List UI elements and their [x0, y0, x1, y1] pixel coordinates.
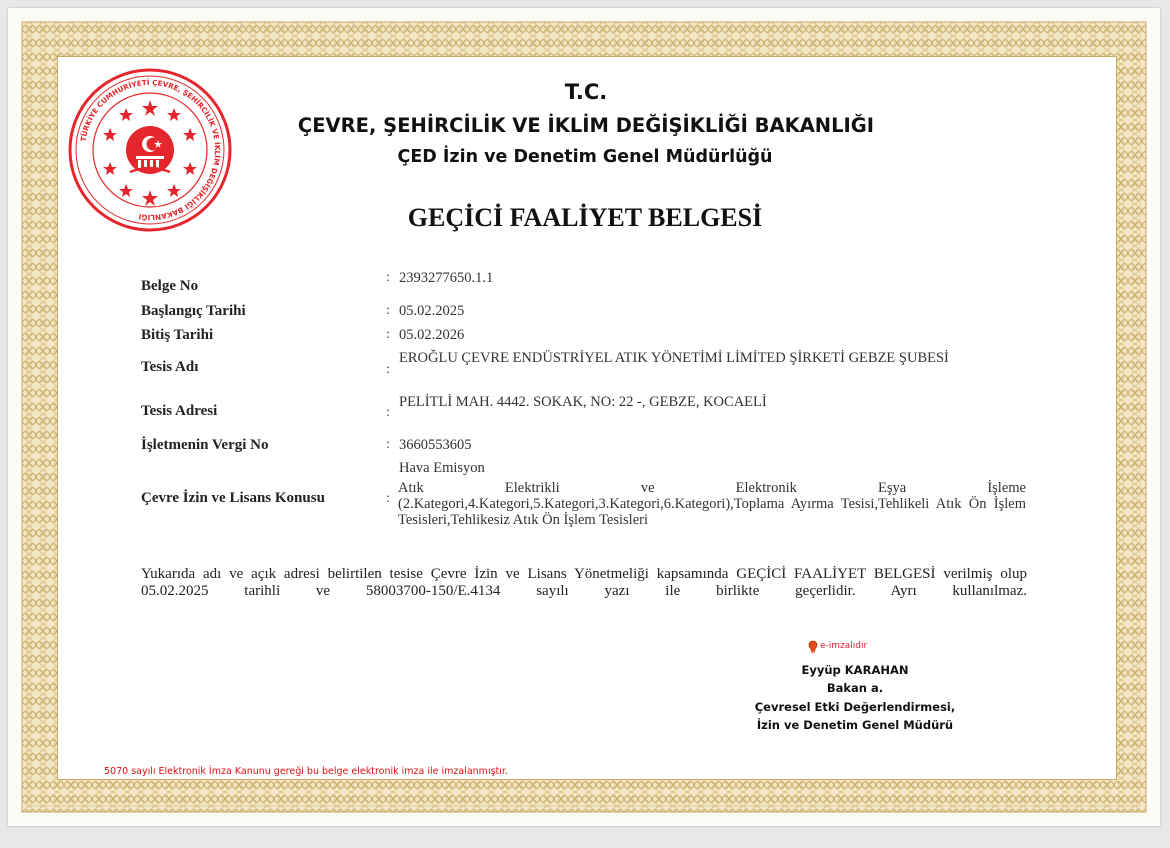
tesis-adresi-value: PELİTLİ MAH. 4442. SOKAK, NO: 22 -, GEBZE, KOCAELİ: [399, 394, 767, 410]
e-signature-law-note: 5070 sayılı Elektronik İmza Kanunu gereği bu belge elektronik imza ile imzalanmıştır.: [104, 766, 508, 777]
vergi-no-value: 3660553605: [399, 437, 472, 453]
header-ministry: ÇEVRE, ŞEHİRCİLİK VE İKLİM DEĞİŞİKLİĞİ BAKANLIĞI: [297, 114, 875, 137]
validity-paragraph: [141, 566, 1027, 600]
tesis-adresi-label: Tesis Adresi: [141, 403, 218, 419]
bitis-label: Bitiş Tarihi: [141, 327, 214, 343]
tesis-adresi-colon: :: [386, 405, 390, 420]
vergi-no-colon: :: [386, 437, 390, 452]
header-department: ÇED İzin ve Denetim Genel Müdürlüğü: [397, 147, 773, 167]
bitis-colon: :: [386, 327, 390, 342]
document-title: GEÇİCİ FAALİYET BELGESİ: [407, 203, 763, 232]
belge-no-value: 2393277650.1.1: [399, 270, 494, 286]
konu-colon: :: [386, 491, 390, 506]
bitis-value: 05.02.2026: [399, 327, 465, 343]
tesis-adi-colon: :: [386, 362, 390, 377]
signer-title-line1: Çevresel Etki Değerlendirmesi,: [754, 700, 956, 714]
ministry-seal-logo: [66, 66, 234, 234]
e-signature-ribbon-icon: [808, 640, 818, 654]
header-tc: T.C.: [564, 80, 608, 104]
belge-no-colon: :: [386, 270, 390, 285]
tesis-adi-value: EROĞLU ÇEVRE ENDÜSTRİYEL ATIK YÖNETİMİ LİMİTED ŞİRKETİ GEBZE ŞUBESİ: [399, 350, 949, 366]
konu-line2: Atık Elektrikli ve Elektronik Eşya İşleme (2.Kategori,4.Kategori,5.Kategori,3.Kategori,6.Kategori),Toplama Ayırma Tesisi,Tehlikeli Atık Ön İşlem Tesisleri,Tehlikesiz Atık Ön İşlem Tesisleri: [398, 480, 1026, 528]
signer-on-behalf: Bakan a.: [826, 681, 884, 695]
e-signature-badge: e-imzalıdır: [820, 641, 868, 651]
konu-label: Çevre İzin ve Lisans Konusu: [141, 490, 325, 506]
konu-line1: Hava Emisyon: [399, 460, 485, 476]
svg-text:TÜRKİYE CUMHURİYETİ ÇEVRE, ŞEH: TÜRKİYE CUMHURİYETİ ÇEVRE, ŞEHİRCİLİK VE İKLİM DEĞİŞİKLİĞİ BAKANLIĞI: [78, 77, 223, 223]
baslangic-colon: :: [386, 303, 390, 318]
paragraph-line1: Yukarıda adı ve açık adresi belirtilen tesise Çevre İzin ve Lisans Yönetmeliği kapsamında GEÇİCİ FAALİYET BELGESİ verilmiş: [141, 566, 993, 582]
belge-no-label: Belge No: [141, 278, 199, 294]
signer-name: Eyyüp KARAHAN: [801, 663, 909, 677]
baslangic-value: 05.02.2025: [399, 303, 465, 319]
baslangic-label: Başlangıç Tarihi: [141, 303, 246, 319]
tesis-adi-label: Tesis Adı: [141, 359, 199, 375]
paragraph-line2: olup 05.02.2025 tarihli ve 58003700-150/E.4134 sayılı yazı ile birlikte geçerlidir. Ayrı kullanılmaz.: [141, 566, 1027, 599]
vergi-no-label: İşletmenin Vergi No: [141, 437, 269, 453]
signer-title-line2: İzin ve Denetim Genel Müdürü: [756, 718, 954, 732]
